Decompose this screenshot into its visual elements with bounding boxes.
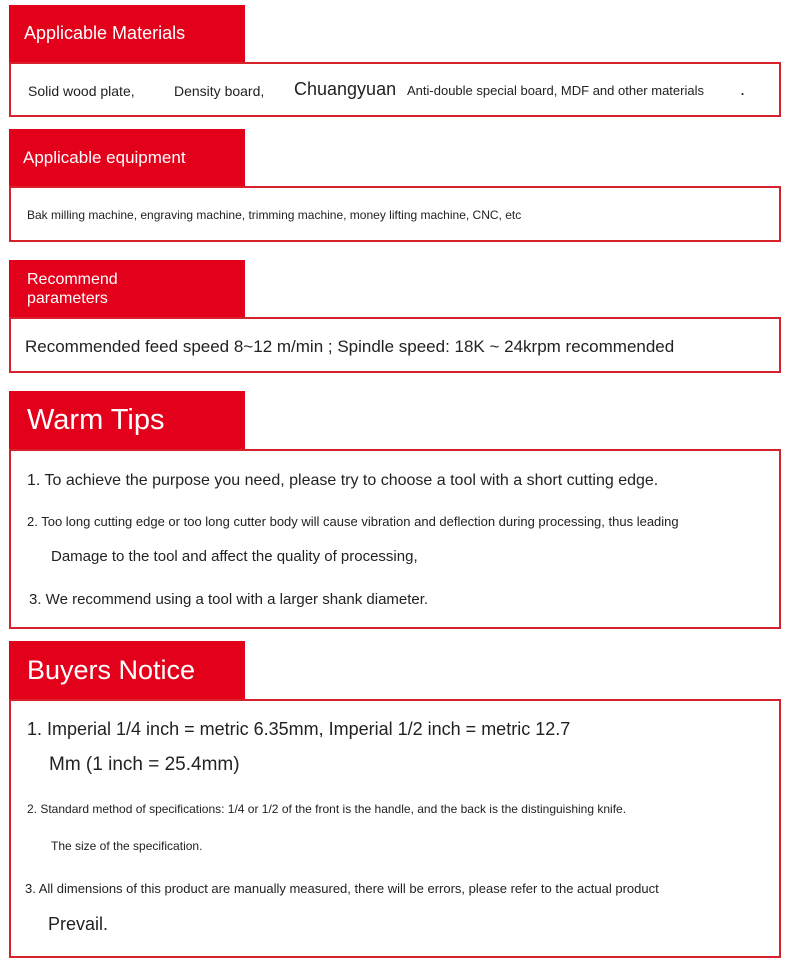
- materials-heading-tab: [9, 5, 245, 62]
- parameters-heading-tab: [9, 260, 245, 317]
- notice-line-1: 1. Imperial 1/4 inch = metric 6.35mm, Imperial 1/2 inch = metric 12.7: [27, 719, 571, 739]
- tips-box: [9, 449, 781, 629]
- equipment-text: Bak milling machine, engraving machine, trimming machine, money lifting machine, CNC, etc: [27, 208, 522, 222]
- parameters-heading-line1: Recommend: [27, 270, 118, 288]
- parameters-text: Recommended feed speed 8~12 m/min ; Spindle speed: 18K ~ 24krpm recommended: [25, 337, 675, 356]
- materials-box: [9, 62, 781, 117]
- material-item-5: .: [740, 79, 746, 99]
- tip-line-2b: Damage to the tool and affect the quality of processing,: [51, 548, 418, 565]
- notice-line-1b: Mm (1 inch = 25.4mm): [49, 754, 240, 775]
- notice-line-2b: The size of the specification.: [51, 839, 203, 853]
- tip-line-2: 2. Too long cutting edge or too long cutter body will cause vibration and deflection during processing, thus leading: [27, 514, 679, 529]
- tip-line-3: 3. We recommend using a tool with a larger shank diameter.: [29, 591, 429, 608]
- notice-line-3b: Prevail.: [48, 914, 109, 934]
- material-item-3: Chuangyuan: [294, 79, 397, 99]
- material-item-1: Solid wood plate,: [28, 83, 135, 99]
- notice-box: [9, 699, 781, 958]
- material-item-4: Anti-double special board, MDF and other materials: [407, 83, 704, 98]
- notice-heading: Buyers Notice: [27, 654, 196, 685]
- equipment-box: [9, 186, 781, 242]
- notice-line-2: 2. Standard method of specifications: 1/4 or 1/2 of the front is the handle, and the back is the distinguishing knife.: [27, 802, 627, 816]
- tips-heading-tab: [9, 391, 245, 449]
- equipment-heading: Applicable equipment: [23, 147, 186, 167]
- parameters-heading-line2: parameters: [27, 289, 108, 307]
- tip-line-1: 1. To achieve the purpose you need, please try to choose a tool with a short cutting edge.: [27, 472, 659, 489]
- material-item-2: Density board,: [174, 83, 265, 99]
- parameters-box: [9, 317, 781, 373]
- tips-heading: Warm Tips: [27, 403, 165, 436]
- notice-line-3: 3. All dimensions of this product are manually measured, there will be errors, please refer to the actual product: [25, 881, 659, 896]
- notice-heading-tab: [9, 641, 245, 699]
- materials-heading: Applicable Materials: [24, 23, 186, 43]
- equipment-heading-tab: [9, 129, 245, 186]
